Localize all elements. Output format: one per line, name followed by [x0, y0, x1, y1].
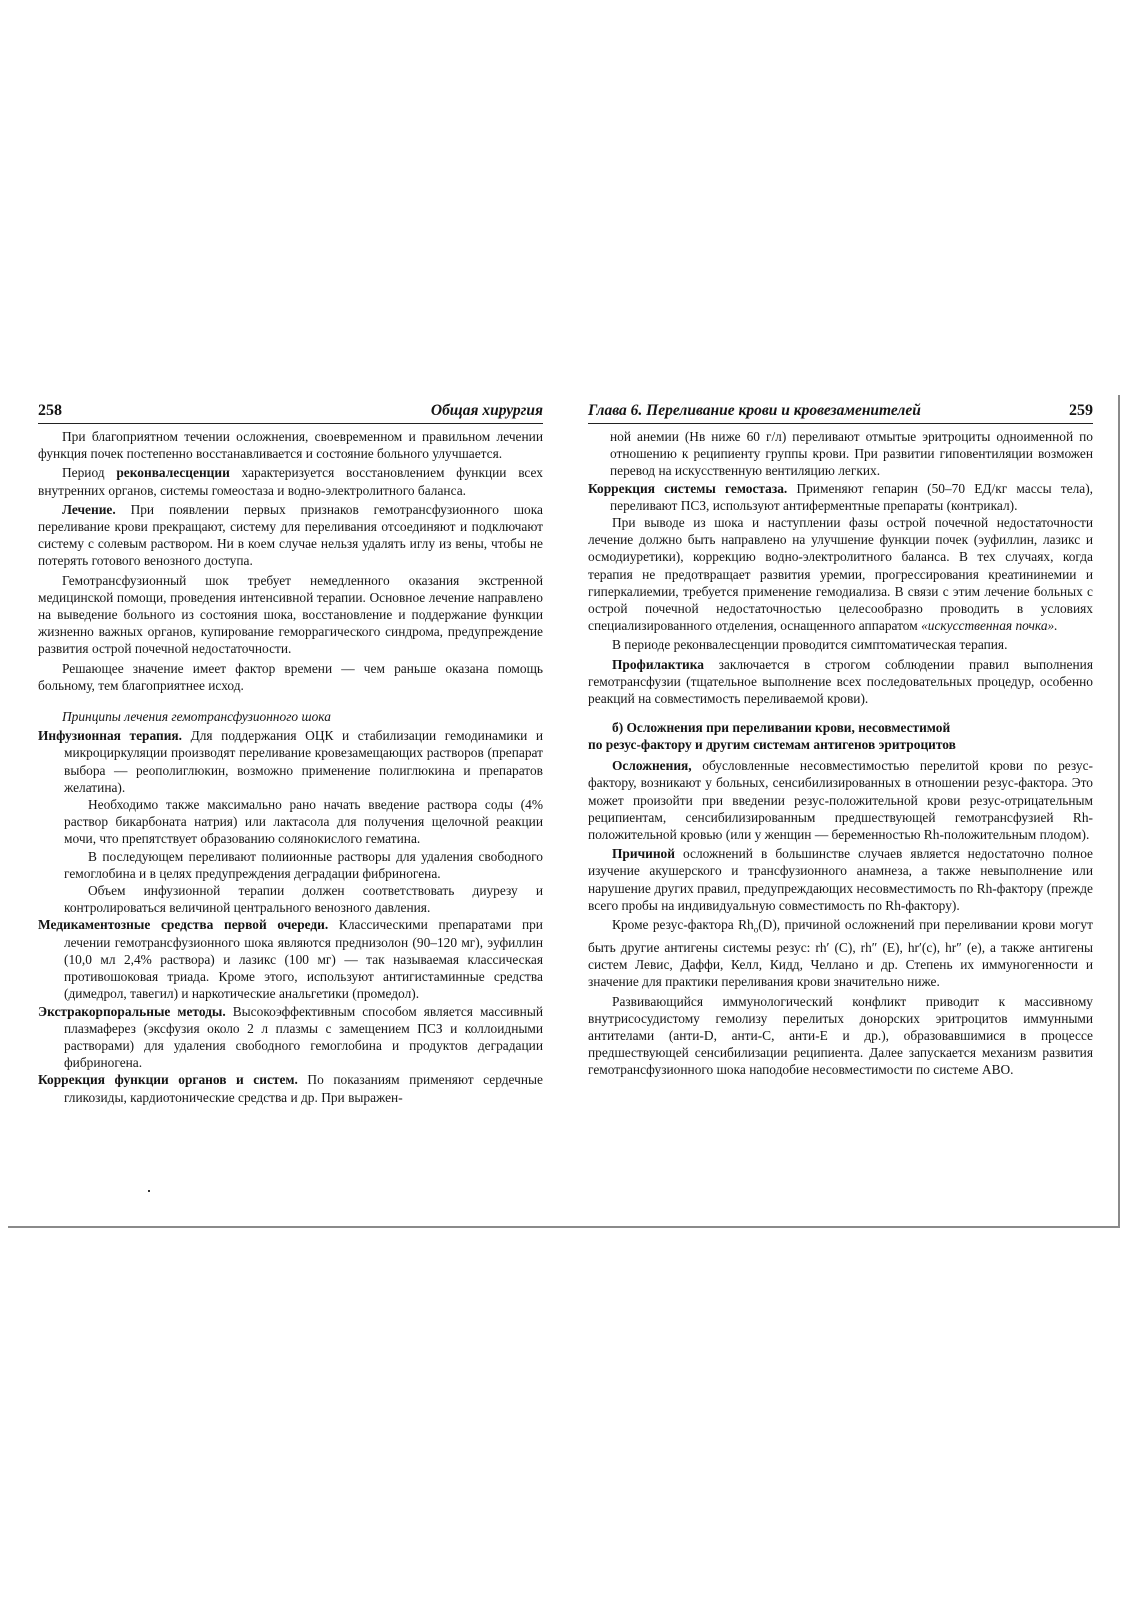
page-number-left: 258: [38, 402, 62, 419]
list-subparagraph: Необходимо также максимально рано начать введение раствора соды (4% раствор бикарбоната натрия) или лактасола для получения щелочной реакции мочи, что препятствует образованию солянокислого гематина.: [64, 797, 543, 847]
right-page: [588, 402, 1093, 1081]
paragraph: В периоде реконвалесценции проводится симптоматическая терапия.: [612, 637, 1008, 653]
paragraph: Профилактика заключается в строгом соблюдении правил выполнения гемотрансфузии (тщательное выполнение всех последовательных процедур, особенно реакций на совместимость переливаемой крови).: [588, 656, 1093, 707]
continued-paragraph: ной анемии (Нв ниже 60 г/л) переливают отмытые эритроциты одноименной по отношению к реципиенту группы крови. При развитии гиповентиляции возможен перевод на искусственную вентиляцию легких.: [610, 429, 1093, 479]
list-item: Экстракорпоральные методы. Высокоэффективным способом является массивный плазмаферез (эксфузия около 2 л плазмы с замещением ПСЗ и коллоидными растворами) для удаления свободного гемоглобина и продуктов деградации фибриногена.: [38, 1003, 543, 1071]
section-heading: б) Осложнения при переливании крови, несовместимой по резус-фактору и другим системам антигенов эритроцитов: [588, 720, 956, 753]
left-running-header: [38, 402, 543, 424]
scan-speck: [148, 1190, 150, 1192]
list-item: Инфузионная терапия. Для поддержания ОЦК и стабилизации гемодинамики и микроциркуляции производят переливание кровезамещающих растворов (препарат выбора — реополиглюкин, возможно применение полиглюкина и препаратов желатина).: [38, 728, 543, 795]
paragraph: Решающее значение имеет фактор времени — чем раньше оказана помощь больному, тем благоприятнее исход.: [38, 660, 543, 693]
page-number-right: 259: [1069, 402, 1093, 419]
paragraph: Лечение. При появлении первых признаков гемотрансфузионного шока переливание крови прекращают, систему для переливания отсоединяют и подключают систему с солевым раствором. Ни в коем случае нельзя удалять иглу из вены, чтобы не потерять готового венозного доступа.: [38, 501, 543, 569]
list-subparagraph: В последующем переливают полиионные растворы для удаления свободного гемоглобина и в целях предупреждения деградации фибриногена.: [64, 848, 543, 881]
left-page: [38, 402, 543, 1106]
paragraph: Осложнения, обусловленные несовместимостью перелитой крови по резус-фактору, возникают у больных, сенсибилизированных в отношении резус-фактора. Это может произойти при введении резус-положительной крови резус-отрицательным реципиентам, сенсибилизированным предшествующей гемотрансфузией Rh-положительной кровью (или у женщин — беременностью Rh-положительным плодом).: [588, 758, 1093, 843]
paragraph: Кроме резус-фактора $Rh_o(D)$, причиной осложнений при переливании крови могут быть другие антигены системы резус: rh′ (С), rh″ (E), hr′(c), hr″ (e), а также антигены систем Левис, Даффи, Келл, Кидд, Челлано и др. Степень их иммуногенности и значение для практики переливания крови значительно ниже.: [588, 917, 1093, 990]
subheading: Принципы лечения гемотрансфузионного шока: [62, 709, 331, 725]
paragraph: При благоприятном течении осложнения, своевременном и правильном лечении функция почек постепенно восстанавливается и состояние больного улучшается.: [38, 429, 543, 462]
paragraph: При выводе из шока и наступлении фазы острой почечной недостаточности лечение должно быть направлено на улучшение функции почек (эуфиллин, лазикс и осмодиуретики), коррекцию водно-электролитного баланса. В тех случаях, когда терапия не предотвращает развития уремии, прогрессирования креатининемии и гиперкалиемии, требуется применение гемодиализа. В связи с этим лечение больных с острой почечной недостаточностью целесообразно проводить в условиях специализированного отделения, оснащенного аппаратом «искусственная почка».: [588, 515, 1093, 634]
right-page-body: [588, 428, 1093, 1079]
paragraph: Развивающийся иммунологический конфликт приводит к массивному внутрисосудистому гемолизу перелитых донорских эритроцитов иммунными антителами (анти-D, анти-С, анти-Е и др.), образовавшимися в процессе предшествующей сенсибилизации реципиента. Далее запускается механизм развития гемотрансфузионного шока наподобие несовместимости по системе АВО.: [588, 993, 1093, 1078]
list-item: Коррекция функции органов и систем. По показаниям применяют сердечные гликозиды, кардиотонические средства и др. При выражен-: [38, 1072, 543, 1105]
left-header-title: Общая хирургия: [430, 402, 543, 419]
list-subparagraph: Объем инфузионной терапии должен соответствовать диурезу и контролироваться величиной центрального венозного давления.: [64, 883, 543, 916]
list-item: Коррекция системы гемостаза. Применяют гепарин (50–70 ЕД/кг массы тела), переливают ПСЗ, используют антиферментные препараты (контрикал).: [588, 480, 1093, 513]
paragraph: Причиной осложнений в большинстве случаев является недостаточно полное изучение акушерского и трансфузионного анамнеза, а также невыполнение или нарушение других правил, предупреждающих несовместимость по Rh-фактору (прежде всего пробы на индивидуальную совместимость по Rh-фактору).: [588, 846, 1093, 913]
paragraph: Период реконвалесценции характеризуется восстановлением функции всех внутренних органов, системы гомеостаза и водно-электролитного баланса.: [38, 465, 544, 498]
list-item: Медикаментозные средства первой очереди. Классическими препаратами при лечении гемотрансфузионного шока являются преднизолон (90–120 мг), эуфиллин (10,0 мл 2,4% раствора) и лазикс (100 мг) — так называемая классическая противошоковая триада. Кроме этого, используют антигистаминные средства (димедрол, тавегил) и наркотические анальгетики (промедол).: [38, 917, 543, 1002]
right-header-title: Глава 6. Переливание крови и кровезаменителей: [588, 402, 921, 419]
paragraph: Гемотрансфузионный шок требует немедленного оказания экстренной медицинской помощи, проведения интенсивной терапии. Основное лечение направлено на выведение больного из состояния шока, восстановление и поддержание функции жизненно важных органов, купирование геморрагического синдрома, предупреждение развития острой почечной недостаточности.: [38, 572, 543, 657]
right-running-header: [588, 402, 1093, 424]
left-page-body: [38, 428, 543, 1106]
